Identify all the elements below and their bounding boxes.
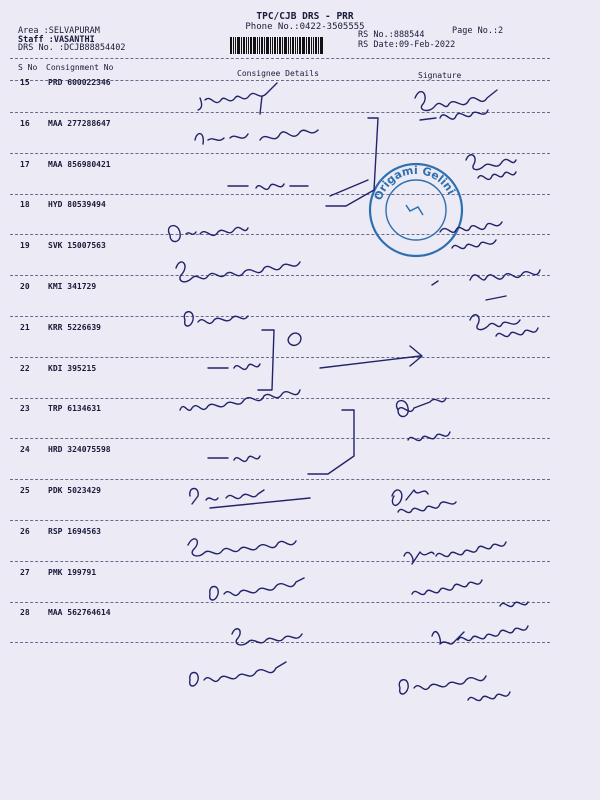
row-serial-number: 23 bbox=[20, 404, 30, 414]
signature-26 bbox=[412, 580, 528, 607]
area-label: Area :SELVAPURAM bbox=[18, 26, 100, 36]
row-consignment-number: HYD 80539494 bbox=[48, 200, 106, 210]
signature-19 bbox=[432, 270, 540, 300]
phone-number: Phone No.:0422-3505555 bbox=[245, 22, 365, 32]
row-consignment-number: PMK 199791 bbox=[48, 567, 97, 577]
row-consignment-number: SVK 15007563 bbox=[48, 241, 106, 251]
signature-28 bbox=[399, 676, 510, 701]
signature-20-21 bbox=[470, 315, 538, 337]
bracket-group-16-17 bbox=[326, 118, 378, 206]
row-consignment-number: MAA 856980421 bbox=[48, 159, 111, 169]
handwriting-consignee-28 bbox=[190, 662, 286, 686]
handwriting-consignee-24 bbox=[190, 489, 264, 505]
handwriting-consignee-20 bbox=[184, 312, 248, 326]
row-serial-number: 21 bbox=[20, 322, 30, 332]
row-consignment-number: TRP 6134631 bbox=[48, 404, 101, 414]
row-serial-number: 17 bbox=[20, 159, 30, 169]
row-consignment-number: KRR 5226639 bbox=[48, 322, 101, 332]
handwriting-consignee-15 bbox=[198, 83, 277, 114]
row-consignment-number: PRD 600022346 bbox=[48, 78, 111, 87]
signature-25 bbox=[404, 542, 506, 564]
document-title: TPC/CJB DRS - PRR bbox=[256, 11, 354, 22]
signature-15 bbox=[415, 90, 497, 120]
signature-18 bbox=[440, 222, 502, 249]
handwriting-consignee-27 bbox=[232, 629, 302, 645]
column-header-signature: Signature bbox=[418, 71, 462, 80]
bracket-group-22-23 bbox=[308, 410, 354, 474]
row-serial-number: 19 bbox=[20, 241, 30, 251]
column-header-consignee: Consignee Details bbox=[237, 69, 319, 78]
page-number: Page No.:2 bbox=[452, 26, 504, 36]
row-serial-number: 18 bbox=[20, 200, 30, 210]
handwriting-consignee-16 bbox=[195, 130, 318, 144]
row-serial-number: 22 bbox=[20, 363, 30, 373]
bracket-group-20-21 bbox=[258, 330, 301, 390]
handwriting-consignee-17 bbox=[228, 184, 308, 189]
handwriting-consignee-22 bbox=[180, 390, 300, 410]
row-consignment-number: MAA 562764614 bbox=[48, 608, 111, 618]
signature-27 bbox=[432, 626, 528, 644]
arrow-24 bbox=[210, 498, 310, 508]
row-consignment-number: MAA 277288647 bbox=[48, 118, 111, 128]
row-consignment-number: KMI 341729 bbox=[48, 282, 97, 291]
row-consignment-number: RSP 1694563 bbox=[48, 526, 101, 536]
rs-date: RS Date:09-Feb-2022 bbox=[358, 39, 456, 50]
handwriting-consignee-21 bbox=[208, 364, 260, 369]
row-consignment-number: HRD 324075598 bbox=[48, 445, 111, 455]
arrow-17 bbox=[330, 180, 368, 196]
signature-16-17 bbox=[466, 155, 516, 180]
row-consignment-number: KDI 395215 bbox=[48, 363, 97, 373]
row-serial-number: 28 bbox=[20, 608, 30, 618]
column-header-consignment: Consignment No bbox=[46, 63, 114, 72]
signature-24 bbox=[392, 490, 456, 513]
row-serial-number: 15 bbox=[20, 78, 30, 87]
handwriting-consignee-25 bbox=[188, 539, 296, 556]
row-serial-number: 20 bbox=[20, 282, 30, 291]
arrow-21 bbox=[320, 346, 422, 368]
row-serial-number: 24 bbox=[20, 445, 30, 455]
handwriting-consignee-23 bbox=[208, 456, 260, 461]
row-consignment-number: PDK 5023429 bbox=[48, 486, 101, 495]
row-serial-number: 26 bbox=[20, 526, 30, 536]
row-serial-number: 25 bbox=[20, 486, 30, 495]
column-header-sno: S No bbox=[18, 63, 38, 72]
handwriting-consignee-19 bbox=[176, 262, 300, 282]
row-serial-number: 27 bbox=[20, 567, 30, 577]
signature-22-23 bbox=[397, 398, 450, 441]
row-serial-number: 16 bbox=[20, 118, 30, 128]
handwriting-consignee-26 bbox=[210, 578, 304, 600]
stamp-text: Origami Gelini bbox=[371, 163, 458, 203]
staff-label: Staff :VASANTHI bbox=[18, 34, 95, 45]
rs-number: RS No.:888544 bbox=[358, 30, 425, 40]
handwriting-consignee-18 bbox=[169, 226, 248, 242]
drs-number: DRS No. :DCJB88854402 bbox=[18, 43, 126, 54]
